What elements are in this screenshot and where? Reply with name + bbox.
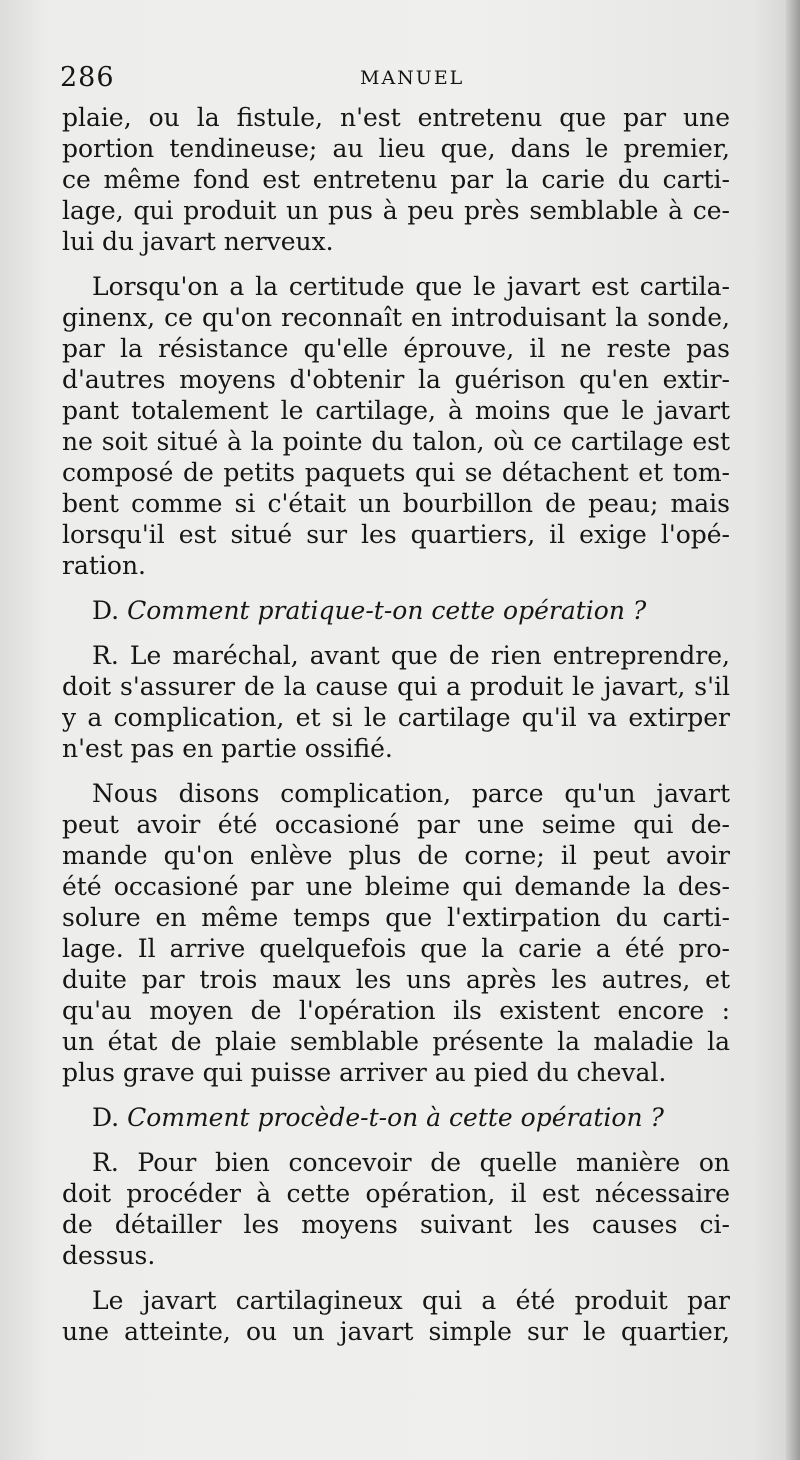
- question-line: [62, 595, 730, 626]
- paragraph: [62, 1147, 730, 1271]
- question-label: D.: [92, 596, 120, 625]
- question-line: [62, 1102, 730, 1133]
- text-line: lage. Il arrive quelquefois que la carie a été pro-: [62, 934, 730, 963]
- text-line: par la résistance qu'elle éprouve, il ne reste pas: [62, 334, 730, 363]
- paragraph: [62, 271, 730, 581]
- text-line: dessus.: [62, 1241, 156, 1270]
- text-line: de détailler les moyens suivant les causes ci-: [62, 1210, 730, 1239]
- text-line: Le javart cartilagineux qui a été produit par: [92, 1286, 730, 1315]
- text-line: d'autres moyens d'obtenir la guérison qu'en extir-: [62, 365, 730, 394]
- text-line: ration.: [62, 551, 146, 580]
- text-line: R. Le maréchal, avant que de rien entreprendre,: [92, 641, 730, 670]
- text-line: portion tendineuse; au lieu que, dans le premier,: [62, 134, 730, 163]
- text-line: un état de plaie semblable présente la maladie la: [62, 1027, 730, 1056]
- text-line: été occasioné par une bleime qui demande la des-: [62, 872, 730, 901]
- paragraph: [62, 1285, 730, 1347]
- text-line: solure en même temps que l'extirpation du carti-: [62, 903, 730, 932]
- paragraph: [62, 102, 730, 257]
- text-line: plus grave qui puisse arriver au pied du cheval.: [62, 1058, 667, 1087]
- text-line: bent comme si c'était un bourbillon de peau; mais: [62, 489, 730, 518]
- text-line: lorsqu'il est situé sur les quartiers, il exige l'opé-: [62, 520, 730, 549]
- text-line: mande qu'on enlève plus de corne; il peut avoir: [62, 841, 730, 870]
- page-header: [60, 62, 740, 92]
- text-line: ginenx, ce qu'on reconnaît en introduisant la sonde,: [62, 303, 730, 332]
- text-line: ce même fond est entretenu par la carie du carti-: [62, 165, 730, 194]
- text-line: doit procéder à cette opération, il est nécessaire: [62, 1179, 730, 1208]
- text-line: R. Pour bien concevoir de quelle manière on: [92, 1148, 730, 1177]
- text-line: ne soit situé à la pointe du talon, où ce cartilage est: [62, 427, 730, 456]
- text-line: doit s'assurer de la cause qui a produit le javart, s'il: [62, 672, 730, 701]
- question-text: Comment procède-t-on à cette opération ?: [127, 1103, 664, 1132]
- page-number: 286: [60, 62, 115, 93]
- text-line: duite par trois maux les uns après les autres, et: [62, 965, 730, 994]
- question-label: D.: [92, 1103, 120, 1132]
- text-line: lui du javart nerveux.: [62, 227, 334, 256]
- text-line: plaie, ou la fistule, n'est entretenu que par une: [62, 103, 730, 132]
- running-title: MANUEL: [360, 67, 465, 89]
- text-line: composé de petits paquets qui se détachent et tom-: [62, 458, 730, 487]
- paragraph: [62, 778, 730, 1088]
- paragraph: [62, 640, 730, 764]
- text-line: pant totalement le cartilage, à moins que le javart: [62, 396, 730, 425]
- text-line: Lorsqu'on a la certitude que le javart est cartila-: [92, 272, 730, 301]
- text-line: peut avoir été occasioné par une seime qui de-: [62, 810, 730, 839]
- text-line: y a complication, et si le cartilage qu'il va extirper: [62, 703, 730, 732]
- text-line: une atteinte, ou un javart simple sur le quartier,: [62, 1317, 730, 1346]
- question-text: Comment pratique-t-on cette opération ?: [127, 596, 647, 625]
- text-line: n'est pas en partie ossifié.: [62, 734, 393, 763]
- text-line: lage, qui produit un pus à peu près semblable à ce-: [62, 196, 730, 225]
- text-line: Nous disons complication, parce qu'un javart: [92, 779, 730, 808]
- page-edge-shadow: [786, 0, 800, 1460]
- page-body: [62, 102, 730, 1347]
- text-line: qu'au moyen de l'opération ils existent encore :: [62, 996, 730, 1025]
